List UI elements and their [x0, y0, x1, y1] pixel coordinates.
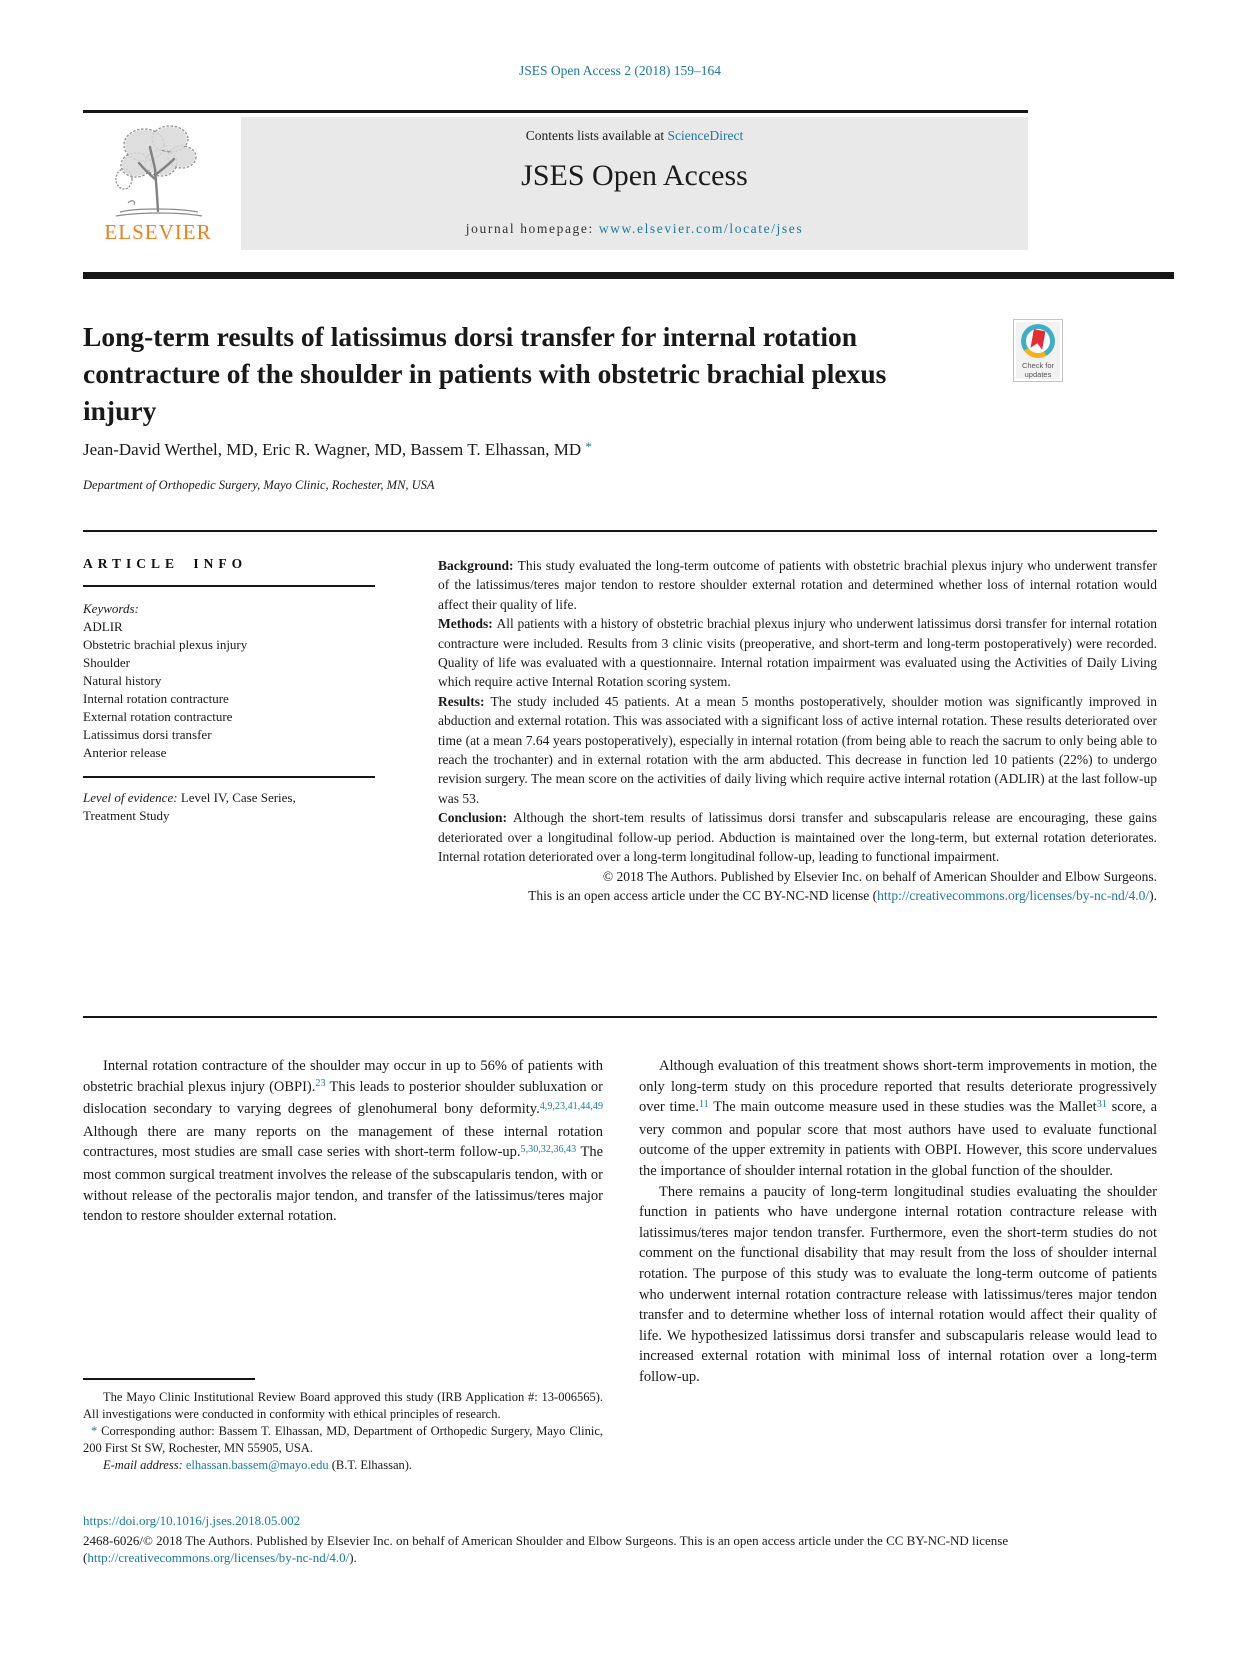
keyword-item: Obstetric brachial plexus injury	[83, 637, 248, 652]
body-paragraph: Although evaluation of this treatment shows short-term improvements in motion, the only long-term study on this procedure reported that results deteriorate progressively over time.$^{11}$ The main outcome measure used in these studies was the Mallet$^{31}$ score, a very common and popular score that most authors have used to evaluate functional outcome of the upper extremity in patients with OBPI. However, this score undervalues the importance of shoulder internal rotation in the global function of the shoulder.	[639, 1058, 1157, 1179]
journal-banner	[241, 117, 1028, 250]
header-thick-rule	[83, 272, 1174, 279]
article-info-rule	[83, 585, 375, 587]
keywords-label: Keywords:	[83, 601, 139, 616]
footnote-rule	[83, 1378, 255, 1380]
corresponding-author-footnote: * Corresponding author: Bassem T. Elhassan, MD, Department of Orthopedic Surgery, Mayo Clinic, 200 First St SW, Rochester, MN 55905, USA.	[83, 1424, 603, 1455]
author-names: Jean-David Werthel, MD, Eric R. Wagner, MD, Bassem T. Elhassan, MD	[83, 440, 586, 459]
title-block-rule	[83, 530, 1157, 532]
keyword-item: Internal rotation contracture	[83, 691, 229, 706]
elsevier-logo[interactable]	[83, 117, 233, 250]
elsevier-wordmark: ELSEVIER	[104, 220, 212, 244]
sciencedirect-link[interactable]: ScienceDirect	[667, 128, 744, 143]
body-left-column	[83, 1056, 603, 1227]
keyword-item: Shoulder	[83, 655, 130, 670]
issn-copyright-line: 2468-6026/© 2018 The Authors. Published by Elsevier Inc. on behalf of American Shoulder and Elbow Surgeons. This is an open access article under the CC BY-NC-ND license (http://creativecommons.org/licenses/by-nc-nd/4.0/).	[83, 1532, 1009, 1565]
body-paragraph: Internal rotation contracture of the shoulder may occur in up to 56% of patients with obstetric brachial plexus injury (OBPI).$^{23}$ This leads to posterior shoulder subluxation or dislocation secondary to varying degrees of glenohumeral bony deformity.$^{4,9,23,41,44,49}$ Although there are many reports on the management of these internal rotation contractures, most studies are small case series with short-term follow-up.$^{5,30,32,36,43}$ The most common surgical treatment involves the release of the subscapularis tendon, with or without release of the pectoralis major tendon, and transfer of the latissimus/teres major tendon to restore shoulder external rotation.	[83, 1058, 603, 1225]
keyword-item: Anterior release	[83, 745, 167, 760]
article-title: Long-term results of latissimus dorsi transfer for internal rotation contracture of the shoulder in patients with obstetric brachial plexus injury	[83, 321, 887, 426]
article-info-heading: ARTICLE INFO	[83, 556, 248, 571]
body-paragraph: There remains a paucity of long-term longitudinal studies evaluating the shoulder function in patients who have undergone internal rotation contracture release with latissimus/teres major tendon transfer. Furthermore, even the short-term studies do not comment on the functional disability that may result from the loss of shoulder internal rotation. The purpose of this study was to evaluate the long-term outcome of patients who underwent internal rotation contracture release with latissimus/teres major tendon transfer and to determine whether loss of internal rotation would affect their quality of life. We hypothesized latissimus dorsi transfer and subscapularis release would lead to increased external rotation with minimal loss of internal rotation over a long-term follow-up.	[639, 1183, 1157, 1385]
header-top-rule	[83, 110, 1028, 113]
irb-footnote: The Mayo Clinic Institutional Review Board approved this study (IRB Application #: 13-006565). All investigations were conducted in conformity with ethical principles of research.	[83, 1390, 603, 1421]
authors-line	[83, 440, 592, 460]
keyword-item: External rotation contracture	[83, 709, 233, 724]
license-line: This is an open access article under the CC BY-NC-ND license (http://creativecommons.org/licenses/by-nc-nd/4.0/).	[528, 887, 1157, 903]
corresponding-author-asterisk[interactable]: *	[585, 439, 592, 454]
crossmark-pin-icon	[1030, 329, 1045, 350]
abstract-conclusion: Conclusion: Although the short-tem results of latissimus dorsi transfer and subscapularis release are encouraging, these gains deteriorated over a longitudinal follow-up period. Abduction is maintained over the long-term, but external rotation deteriorates. Internal rotation deteriorated over a long-term longitudinal follow-up, leading to functional impairment.	[438, 810, 1157, 865]
email-footnote: E-mail address: elhassan.bassem@mayo.edu (B.T. Elhassan).	[103, 1458, 413, 1472]
journal-reference: JSES Open Access 2 (2018) 159–164	[518, 63, 722, 78]
footnote-block	[83, 1378, 603, 1474]
level-of-evidence: Level of evidence: Level IV, Case Series, Treatment Study	[83, 790, 296, 823]
check-for-updates-badge[interactable]	[1013, 319, 1063, 382]
abstract-copyright-block	[438, 867, 1157, 906]
article-info-rule-2	[83, 776, 375, 778]
abstract-body-divider	[83, 1016, 1157, 1018]
journal-title: JSES Open Access	[521, 159, 748, 192]
affiliation: Department of Orthopedic Surgery, Mayo Clinic, Rochester, MN, USA	[83, 478, 435, 492]
contents-line: Contents lists available at ScienceDirect	[525, 128, 744, 143]
article-info-section	[83, 556, 375, 825]
abstract-results: Results: The study included 45 patients. At a mean 5 months postoperatively, shoulder motion was significantly improved in abduction and external rotation. This was associated with a significant loss of active internal rotation. These results deteriorated over time (at a mean 7.64 years postoperatively), especially in internal rotation (from being able to reach the sacrum to only being able to reach the trochanter) and in external rotation with the arm abducted. This decrease in function led 10 patients (22%) to undergo revision surgery. The mean score on the activities of daily living which require active internal rotation (ADLIR) at the last follow-up was 53.	[438, 693, 1157, 806]
abstract-section	[438, 556, 1157, 905]
elsevier-tree-icon	[106, 119, 210, 219]
keyword-item: ADLIR	[83, 619, 123, 634]
doi-link[interactable]: https://doi.org/10.1016/j.jses.2018.05.002	[83, 1513, 301, 1528]
keyword-item: Latissimus dorsi transfer	[83, 727, 212, 742]
abstract-methods: Methods: All patients with a history of obstetric brachial plexus injury who underwent latissimus dorsi transfer for internal rotation contracture were included. Results from 3 clinic visits (preoperative, and short-term and long-term postoperatively) were recorded. Quality of life was evaluated with a questionnaire. Internal rotation impairment was evaluated using the Activities of Daily Living which require active Internal Rotation scoring system.	[438, 616, 1158, 690]
copyright-line: © 2018 The Authors. Published by Elsevier Inc. on behalf of American Shoulder and Elbow Surgeons.	[602, 868, 1157, 884]
homepage-line: journal homepage: www.elsevier.com/locate/jses	[465, 221, 804, 236]
journal-homepage-link[interactable]: www.elsevier.com/locate/jses	[598, 221, 804, 236]
body-right-column	[639, 1056, 1157, 1388]
abstract-background: Background: This study evaluated the long-term outcome of patients with obstetric brachial plexus injury who underwent transfer of the latissimus/teres major tendon to restore shoulder external rotation and determined whether loss of internal rotation would affect their quality of life.	[438, 558, 1157, 612]
keyword-item: Natural history	[83, 673, 162, 688]
crossmark-icon	[1021, 324, 1055, 358]
page-footer	[83, 1512, 1157, 1567]
check-for-updates-label: Check for updates	[1021, 361, 1055, 379]
